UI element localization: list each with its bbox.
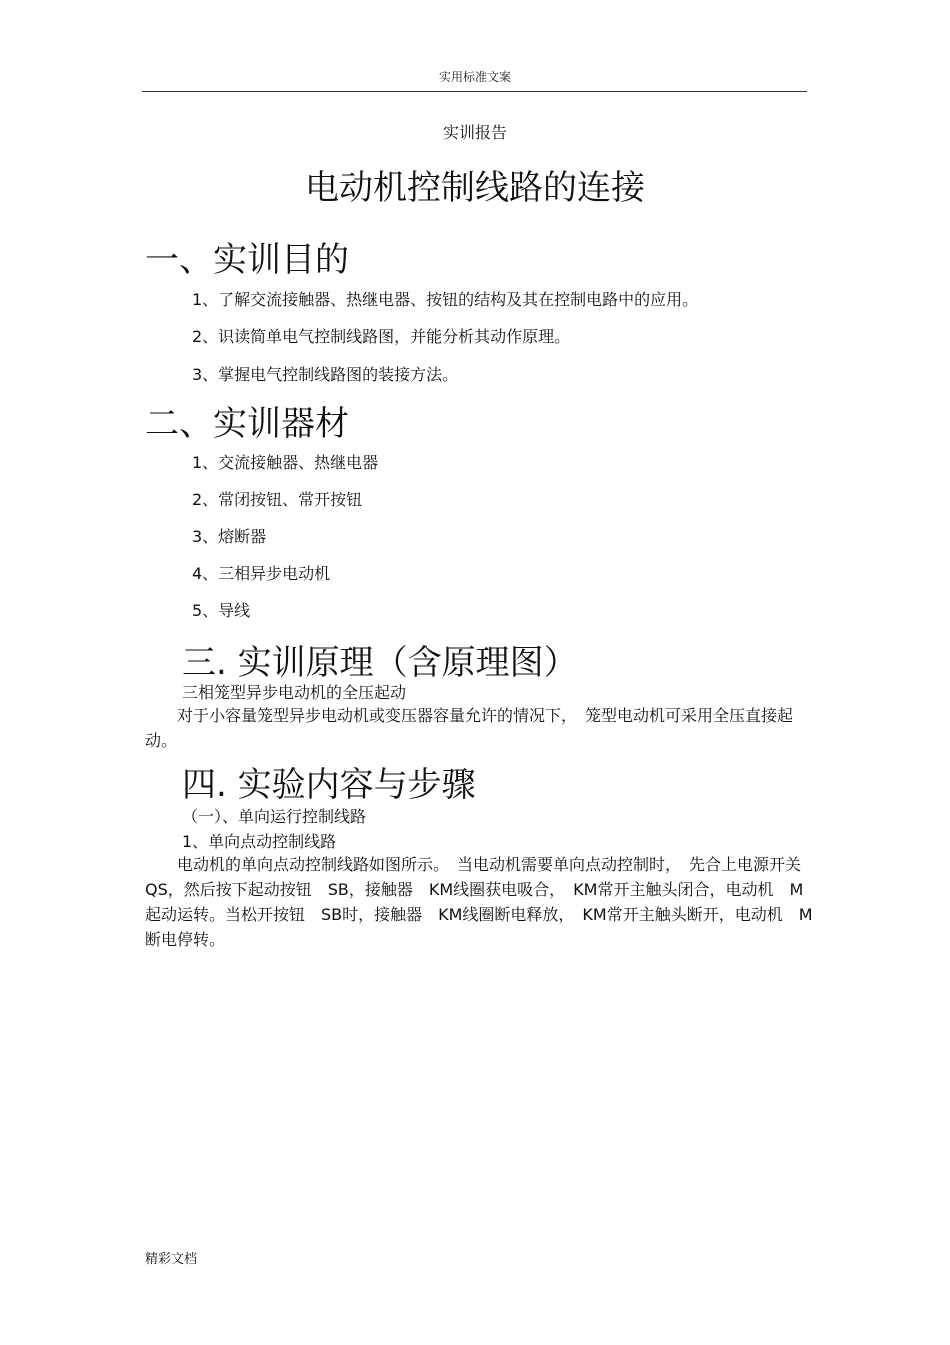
page-header: 实用标准文案 — [438, 70, 511, 84]
equipment-item: 5、导线 — [192, 601, 251, 620]
page-footer: 精彩文档 — [145, 1252, 198, 1267]
equipment-item: 2、常闭按钮、常开按钮 — [192, 490, 363, 509]
objective-item: 2、识读简单电气控制线路图，并能分析其动作原理。 — [192, 327, 571, 346]
section-heading-principle: 三. 实训原理（含原理图） — [182, 643, 578, 683]
header-divider — [142, 91, 807, 92]
principle-paragraph: 对于小容量笼型异步电动机或变压器容量允许的情况下， 笼型电动机可采用全压直接起动。 — [145, 706, 794, 750]
procedure-paragraph: 电动机的单向点动控制线路如图所示。 当电动机需要单向点动控制时， 先合上电源开关 QS，然后按下起动按钮 SB，接触器 KM线圈获电吸合， KM常开主触头闭合，电动机 M起动运转。当松开按钮 SB时，接触器 KM线圈断电释放， KM常开主触头断开，电动机 M断电停转。 — [145, 855, 818, 949]
procedure-item-title: 1、单向点动控制线路 — [182, 832, 337, 851]
procedure-subheading: （一）、单向运行控制线路 — [182, 807, 367, 826]
equipment-item: 4、三相异步电动机 — [192, 564, 331, 583]
document-title: 电动机控制线路的连接 — [305, 168, 645, 208]
report-subtitle: 实训报告 — [442, 123, 507, 142]
section-heading-equipment: 二、实训器材 — [145, 404, 349, 444]
section-heading-procedure: 四. 实验内容与步骤 — [182, 765, 476, 805]
section-heading-objectives: 一、实训目的 — [145, 240, 349, 280]
equipment-item: 3、熔断器 — [192, 527, 267, 546]
objective-item: 1、了解交流接触器、热继电器、按钮的结构及其在控制电路中的应用。 — [192, 290, 699, 309]
objective-item: 3、掌握电气控制线路图的装接方法。 — [192, 365, 459, 384]
principle-subheading: 三相笼型异步电动机的全压起动 — [182, 683, 407, 702]
equipment-item: 1、交流接触器、热继电器 — [192, 453, 379, 472]
